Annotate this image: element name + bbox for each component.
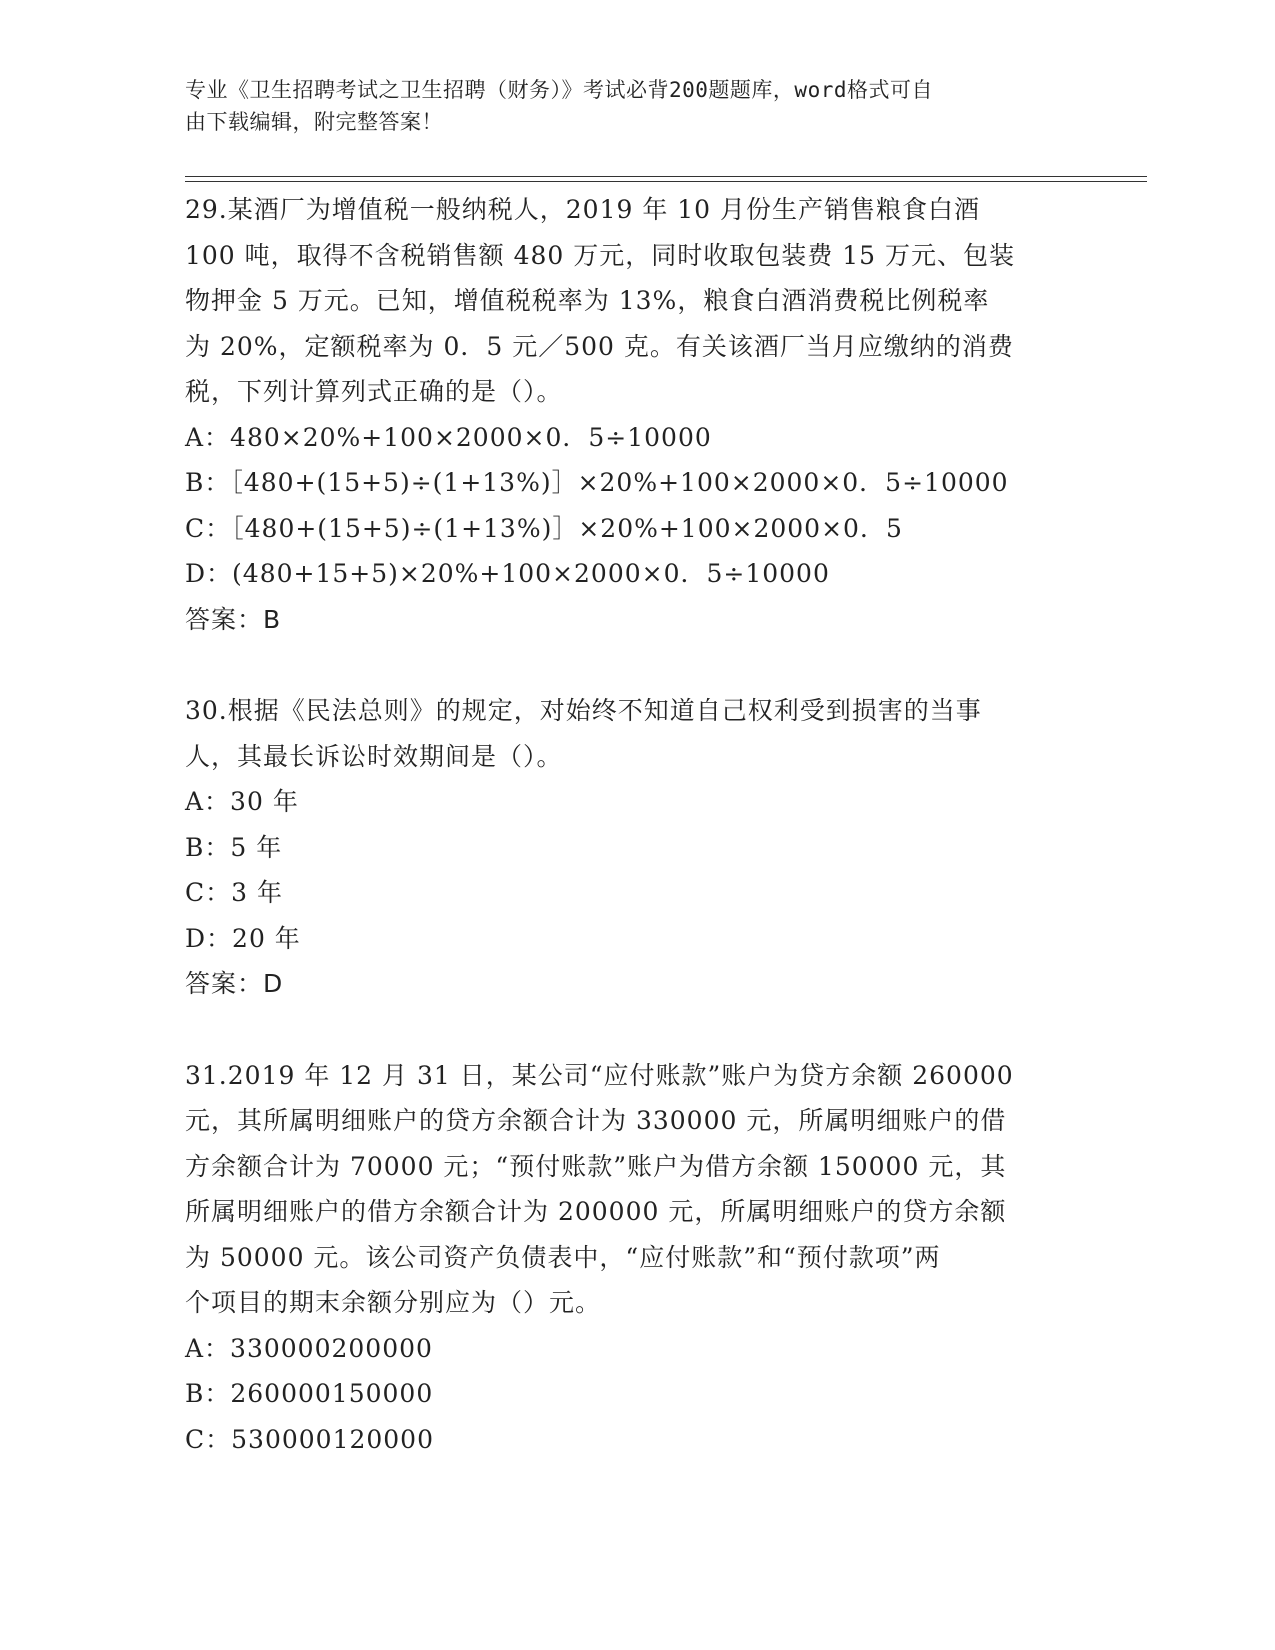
stem-line: 所属明细账户的借方余额合计为 200000 元，所属明细账户的贷方余额 — [185, 1197, 1007, 1226]
question-list — [185, 187, 1075, 1462]
header-line-2: 由下载编辑，附完整答案！ — [185, 110, 443, 134]
answer: 答案：B — [185, 604, 282, 634]
question-31 — [185, 1053, 1075, 1463]
stem-line: 税，下列计算列式正确的是（）。 — [185, 377, 563, 406]
question-stem — [185, 1053, 1075, 1326]
stem-line: 个项目的期末余额分别应为（）元。 — [185, 1288, 602, 1317]
header-line-1: 专业《卫生招聘考试之卫生招聘（财务）》考试必背200题题库，word格式可自 — [185, 78, 933, 102]
option-b: B：5 年 — [185, 832, 283, 862]
answer: 答案：D — [185, 969, 284, 998]
stem-line: 29.某酒厂为增值税一般纳税人，2019 年 10 月份生产销售粮食白酒 — [185, 195, 981, 224]
stem-line: 30.根据《民法总则》的规定，对始终不知道自己权利受到损害的当事 — [185, 696, 982, 725]
stem-line: 100 吨，取得不含税销售额 480 万元，同时收取包装费 15 万元、包装 — [185, 240, 1015, 270]
option-a: A：480×20%+100×2000×0．5÷10000 — [185, 422, 712, 452]
stem-line: 为 20%，定额税率为 0．5 元／500 克。有关该酒厂当月应缴纳的消费 — [185, 331, 1014, 361]
header-rule-bottom — [185, 181, 1147, 182]
question-30 — [185, 688, 1075, 1007]
stem-line: 人，其最长诉讼时效期间是（）。 — [185, 741, 563, 771]
option-c: C：3 年 — [185, 878, 283, 907]
document-header — [185, 74, 1065, 138]
option-d: D：(480+15+5)×20%+100×2000×0．5÷10000 — [185, 559, 830, 588]
stem-line: 物押金 5 万元。已知，增值税税率为 13%，粮食白酒消费税比例税率 — [185, 286, 990, 315]
question-29 — [185, 187, 1075, 642]
stem-line: 元，其所属明细账户的贷方余额合计为 330000 元，所属明细账户的借 — [185, 1106, 1007, 1135]
stem-line: 方余额合计为 70000 元；“预付账款”账户为借方余额 150000 元，其 — [185, 1151, 1007, 1181]
question-spacer — [185, 642, 1075, 688]
option-a: A：330000200000 — [185, 1333, 433, 1363]
question-stem — [185, 688, 1075, 779]
option-c: C：［480+(15+5)÷(1+13%)］×20%+100×2000×0．5 — [185, 513, 903, 543]
question-spacer — [185, 1007, 1075, 1053]
option-a: A：30 年 — [185, 787, 299, 816]
header-rule-top — [185, 176, 1147, 177]
stem-line: 为 50000 元。该公司资产负债表中，“应付账款”和“预付款项”两 — [185, 1242, 941, 1272]
question-stem — [185, 187, 1075, 415]
stem-line: 31.2019 年 12 月 31 日，某公司“应付账款”账户为贷方余额 260000 — [185, 1060, 1014, 1090]
option-c: C：530000120000 — [185, 1424, 434, 1454]
option-b: B：［480+(15+5)÷(1+13%)］×20%+100×2000×0．5÷10000 — [185, 468, 1009, 497]
option-d: D：20 年 — [185, 923, 301, 953]
option-b: B：260000150000 — [185, 1379, 434, 1408]
